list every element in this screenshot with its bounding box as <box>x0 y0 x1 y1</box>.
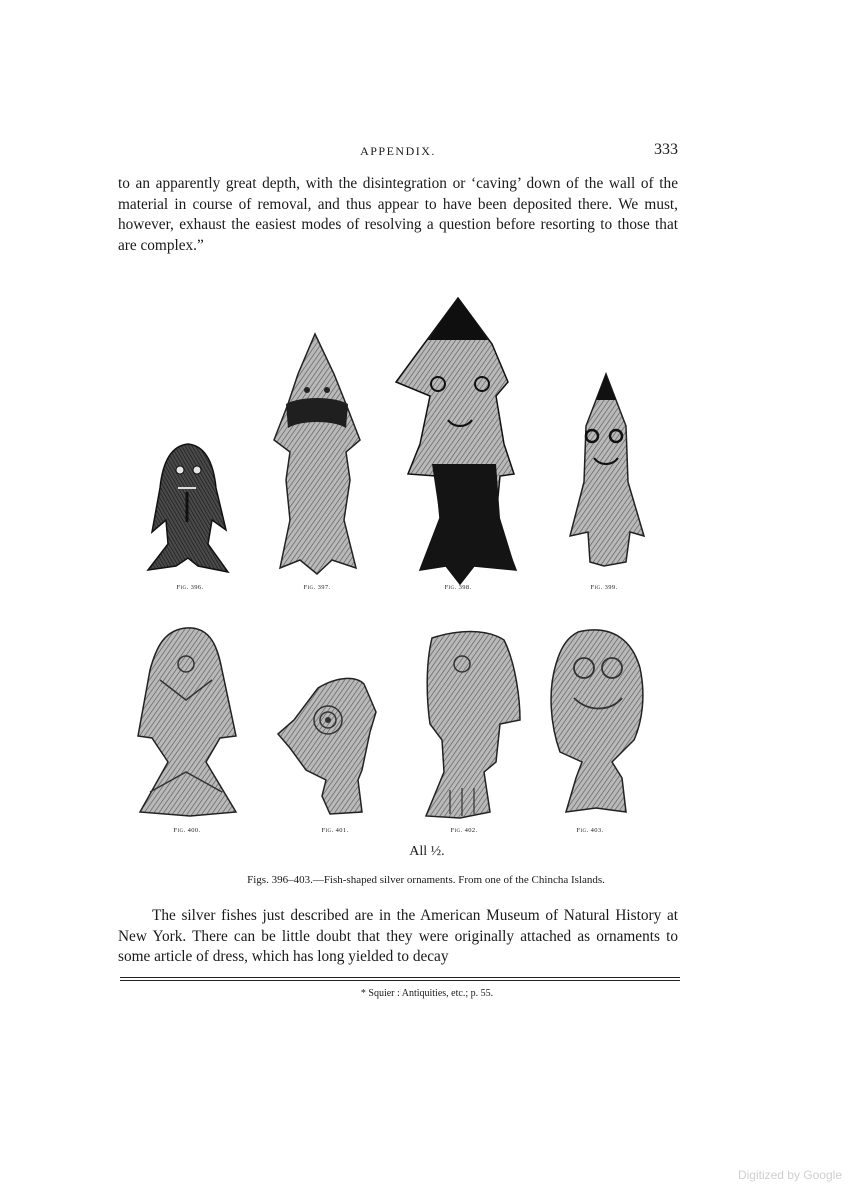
running-title: APPENDIX. <box>360 144 436 158</box>
footnote-rule-double <box>120 980 680 981</box>
figure-label-400: Fig. 400. <box>173 827 201 834</box>
scale-note: All ½. <box>409 844 445 859</box>
fish-ornament-397 <box>274 334 360 574</box>
fish-ornament-403 <box>551 630 643 812</box>
fish-ornament-401 <box>278 678 376 814</box>
figure-label-396: Fig. 396. <box>176 584 204 591</box>
fish-ornament-400 <box>138 628 236 816</box>
figure-label-403: Fig. 403. <box>576 827 604 834</box>
footnote-rule <box>120 977 680 978</box>
digitization-watermark: Digitized by Google <box>737 1168 842 1182</box>
page-number: 333 <box>654 141 678 158</box>
figure-label-397: Fig. 397. <box>303 584 331 591</box>
figure-label-398: Fig. 398. <box>444 584 472 591</box>
paragraph-top: to an apparently great depth, with the disintegration or ‘caving’ down of the wall of the material in course of removal, and thus appear to have been deposited there. We must, however, exhaust the easiest modes of resolving a question before resorting to those that are complex.” <box>118 175 678 254</box>
fish-ornament-398 <box>396 298 516 584</box>
figure-caption: Figs. 396–403.—Fish-shaped silver ornaments. From one of the Chincha Islands. <box>247 874 605 886</box>
figure-label-402: Fig. 402. <box>450 827 478 834</box>
fish-ornament-402 <box>426 632 520 819</box>
footnote: * Squier : Antiquities, etc.; p. 55. <box>360 988 494 999</box>
fish-ornament-396 <box>148 444 228 572</box>
figure-label-399: Fig. 399. <box>590 584 618 591</box>
paragraph-bottom: The silver fishes just described are in the American Museum of Natural History at New York. There can be little doubt that they were originally attached as ornaments to some article of dress, which has long yielded to decay <box>118 907 678 965</box>
figure-label-401: Fig. 401. <box>321 827 349 834</box>
fish-ornament-399 <box>570 374 644 566</box>
